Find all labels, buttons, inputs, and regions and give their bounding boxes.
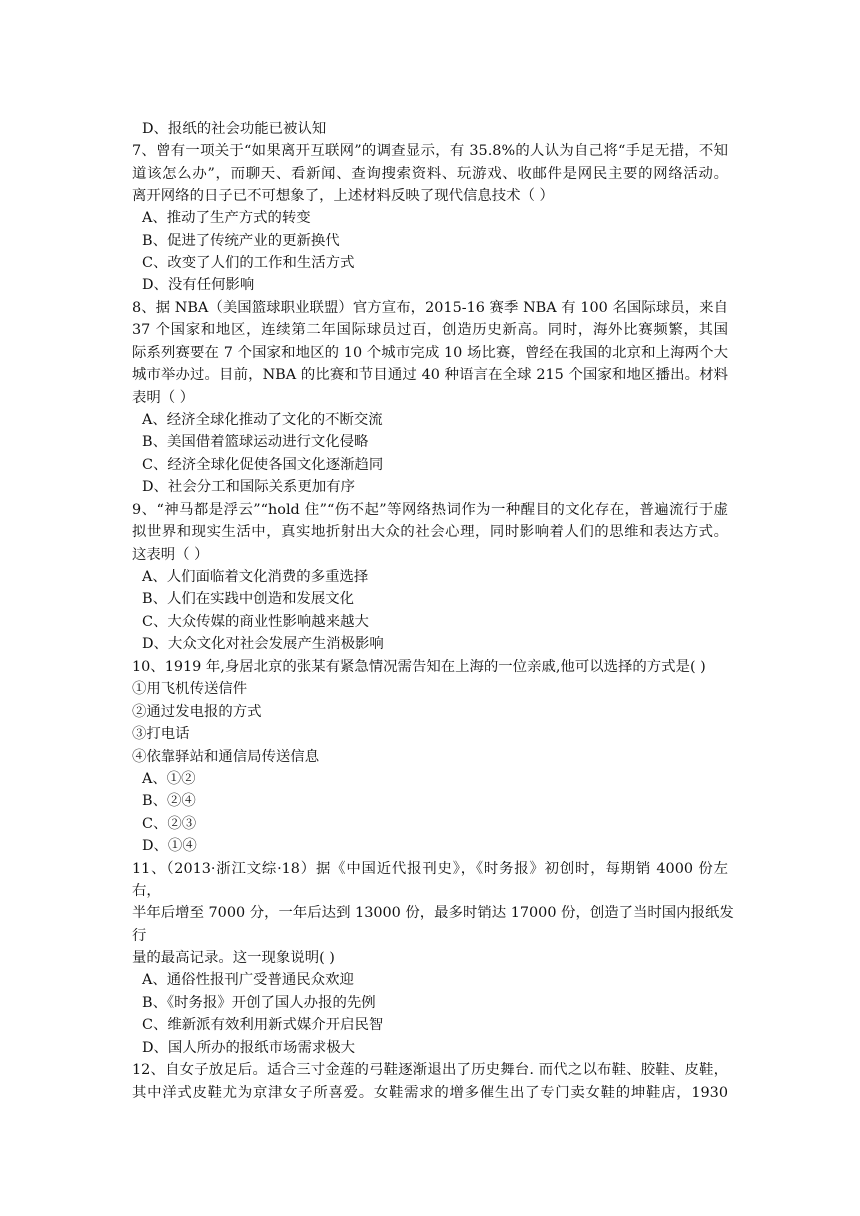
answer-option-line: C、改变了人们的工作和生活方式 <box>142 255 355 271</box>
question-text-line: 半年后增至 7000 分，一年后达到 13000 份，最多时销达 17000 份，创造了当时国内报纸发 <box>132 905 734 921</box>
answer-option-line: C、维新派有效利用新式媒介开启民智 <box>142 1017 384 1033</box>
question-text-line: 际系列赛要在 7 个国家和地区的 10 个城市完成 10 场比赛，曾经在我国的北京和上海两个大 <box>132 345 728 361</box>
answer-option-line: C、大众传媒的商业性影响越来越大 <box>142 614 369 630</box>
answer-option-line: D、社会分工和国际关系更加有序 <box>142 479 356 495</box>
question-text-line: 7、曾有一项关于“如果离开互联网”的调查显示，有 35.8%的人认为自己将“手足无措，不知 <box>132 143 728 159</box>
answer-option-line: D、国人所办的报纸市场需求极大 <box>142 1040 356 1056</box>
question-text-line: ②通过发电报的方式 <box>132 704 262 720</box>
question-text-line: 9、“神马都是浮云”“hold 住”“伤不起”等网络热词作为一种醒目的文化存在，普遍流行于虚 <box>132 502 728 518</box>
question-text-line: 行 <box>132 928 147 944</box>
question-text-line: 量的最高记录。这一现象说明( ) <box>132 950 335 966</box>
answer-option-line: A、推动了生产方式的转变 <box>142 210 311 226</box>
answer-option-line: B、人们在实践中创造和发展文化 <box>142 591 355 607</box>
answer-option-line: D、报纸的社会功能已被认知 <box>142 121 327 137</box>
answer-option-line: A、通俗性报刊广受普通民众欢迎 <box>142 972 354 988</box>
question-text-line: 12、自女子放足后。适合三寸金莲的弓鞋逐渐退出了历史舞台. 而代之以布鞋、胶鞋、皮鞋， <box>132 1062 728 1078</box>
question-text-line: ④依靠驿站和通信局传送信息 <box>132 749 320 765</box>
answer-option-line: C、②③ <box>142 816 197 832</box>
question-text-line: 表明（ ） <box>132 390 195 406</box>
question-text-line: 10、1919 年,身居北京的张某有紧急情况需告知在上海的一位亲戚,他可以选择的方式是( ) <box>132 659 706 675</box>
question-text-line: 城市举办过。目前，NBA 的比赛和节目通过 40 种语言在全球 215 个国家和地区播出。材料 <box>132 367 728 383</box>
question-text-line: 8、据 NBA（美国篮球职业联盟）官方宣布，2015-16 赛季 NBA 有 100 名国际球员，来自 <box>132 300 728 316</box>
answer-option-line: C、经济全球化促使各国文化逐渐趋同 <box>142 457 384 473</box>
question-text-line: 右， <box>132 883 161 899</box>
question-text-line: ①用飞机传送信件 <box>132 681 248 697</box>
answer-option-line: D、①④ <box>142 838 197 854</box>
question-text-line: 这表明（ ） <box>132 547 209 563</box>
answer-option-line: A、经济全球化推动了文化的不断交流 <box>142 412 383 428</box>
question-text-line: 离开网络的日子已不可想象了，上述材料反映了现代信息技术（ ） <box>132 188 554 204</box>
question-text-line: 道该怎么办”，而聊天、看新闻、查询搜索资料、玩游戏、收邮件是网民主要的网络活动。 <box>132 166 728 182</box>
question-text-line: 37 个国家和地区，连续第二年国际球员过百，创造历史新高。同时，海外比赛频繁，其国 <box>132 322 728 338</box>
answer-option-line: A、①② <box>142 771 196 787</box>
answer-option-line: B、②④ <box>142 793 196 809</box>
answer-option-line: B、美国借着篮球运动进行文化侵略 <box>142 434 369 450</box>
answer-option-line: D、大众文化对社会发展产生消极影响 <box>142 636 384 652</box>
question-text-line: 11、（2013·浙江文综·18）据《中国近代报刊史》，《时务报》初创时，每期销 4000 份左 <box>132 861 728 877</box>
question-text-line: ③打电话 <box>132 726 190 742</box>
question-text-line: 拟世界和现实生活中，真实地折射出大众的社会心理，同时影响着人们的思维和表达方式。 <box>132 524 728 540</box>
question-text-line: 其中洋式皮鞋尤为京津女子所喜爱。女鞋需求的增多催生出了专门卖女鞋的坤鞋店，1930 <box>132 1085 728 1101</box>
answer-option-line: D、没有任何影响 <box>142 277 255 293</box>
answer-option-line: B、促进了传统产业的更新换代 <box>142 233 340 249</box>
answer-option-line: A、人们面临着文化消费的多重选择 <box>142 569 369 585</box>
answer-option-line: B、《时务报》开创了国人办报的先例 <box>142 995 376 1011</box>
